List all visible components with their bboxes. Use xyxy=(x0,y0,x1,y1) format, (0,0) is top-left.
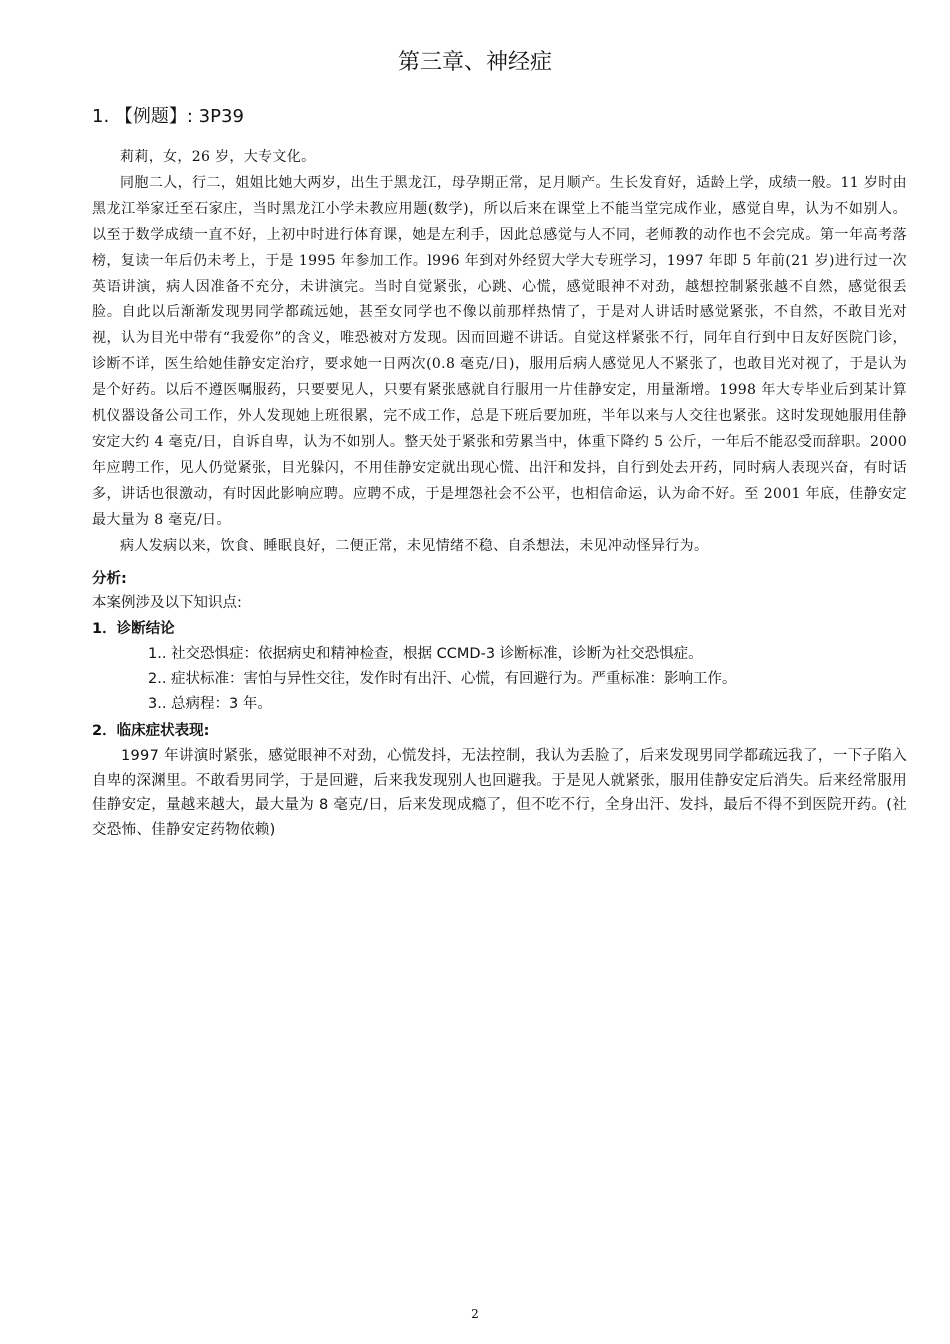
page-number: 2 xyxy=(471,1307,479,1321)
chapter-title: 第三章、神经症 xyxy=(397,50,552,75)
case-paragraph-basic-info: 莉莉，女，26 岁，大专文化。 xyxy=(120,149,316,165)
diagnosis-item-symptom-criteria: 2.. 症状标准：害怕与异性交往，发作时有出汗、心慌，有回避行为。严重标准：影响工作。 xyxy=(148,671,737,687)
diagnosis-section-title: 1．诊断结论 xyxy=(92,621,175,637)
diagnosis-item-course: 3.. 总病程：3 年。 xyxy=(148,696,272,712)
analysis-title: 分析: xyxy=(92,571,127,587)
analysis-intro: 本案例涉及以下知识点: xyxy=(92,595,242,611)
clinical-section-text: 1997 年讲演时紧张，感觉眼神不对劲，心慌发抖，无法控制，我认为丢脸了，后来发现男同学都疏远我了，一下子陷入自卑的深渊里。不敢看男同学，于是回避，后来我发现别人也回避我。于是见人就紧张，服用佳静安定后消失。后来经常服用佳静安定，量越来越大，最大量为 8 毫克/日，后来发现成瘾了，但不吃不行，全身出汗、发抖，最后不得不到医院开药。(社交恐怖、佳静安定药物依赖) xyxy=(92,748,907,838)
diagnosis-item-conclusion: 1.. 社交恐惧症：依据病史和精神检查，根据 CCMD-3 诊断标准，诊断为社交恐惧症。 xyxy=(148,646,703,662)
clinical-section-title: 2．临床症状表现: xyxy=(92,723,210,739)
case-description xyxy=(92,145,907,560)
case-paragraph-history: 同胞二人，行二，姐姐比她大两岁，出生于黑龙江，母孕期正常，足月顺产。生长发育好，适龄上学，成绩一般。11 岁时由黑龙江举家迁至石家庄，当时黑龙江小学未教应用题(数学)，所以后来在课堂上不能当堂完成作业，感觉自卑，认为不如别人。以至于数学成绩一直不好，上初中时进行体育课，她是左利手，因此总感觉与人不同，老师教的动作也不会完成。第一年高考落榜，复读一年后仍未考上，于是 1995 年参加工作。l996 年到对外经贸大学大专班学习，1997 年即 5 年前(21 岁)进行过一次英语讲演，病人因准备不充分，未讲演完。当时自觉紧张，心跳、心慌，感觉眼神不对劲，越想控制紧张越不自然，感觉很丢脸。自此以后渐渐发现男同学都疏远她，甚至女同学也不像以前那样热情了，于是对人讲话时感觉紧张，不自然，不敢目光对视，认为目光中带有“我爱你”的含义，唯恐被对方发现。因而回避不讲话。自觉这样紧张不行，同年自行到中日友好医院门诊，诊断不详，医生给她佳静安定治疗，要求她一日两次(0.8 毫克/日)，服用后病人感觉见人不紧张了，也敢目光对视了，于是认为是个好药。以后不遵医嘱服药，只要要见人，只要有紧张感就自行服用一片佳静安定，用量渐增。1998 年大专毕业后到某计算机仪器设备公司工作，外人发现她上班很累，完不成工作，总是下班后要加班，半年以来与人交往也紧张。这时发现她服用佳静安定大约 4 毫克/日，自诉自卑，认为不如别人。整天处于紧张和劳累当中，体重下降约 5 公斤，一年后不能忍受而辞职。2000 年应聘工作，见人仍觉紧张，目光躲闪，不用佳静安定就出现心慌、出汗和发抖，自行到处去开药，同时病人表现兴奋，有时话多，讲话也很激动，有时因此影响应聘。应聘不成，于是埋怨社会不公平，也相信命运，认为命不好。至 2001 年底，佳静安定最大量为 8 毫克/日。 xyxy=(92,174,907,528)
example-heading: 1. 【例题】: 3P39 xyxy=(92,106,244,127)
analysis-section xyxy=(92,567,907,842)
case-paragraph-general-status: 病人发病以来，饮食、睡眠良好，二便正常，未见情绪不稳、自杀想法，未见冲动怪异行为。 xyxy=(120,537,709,554)
